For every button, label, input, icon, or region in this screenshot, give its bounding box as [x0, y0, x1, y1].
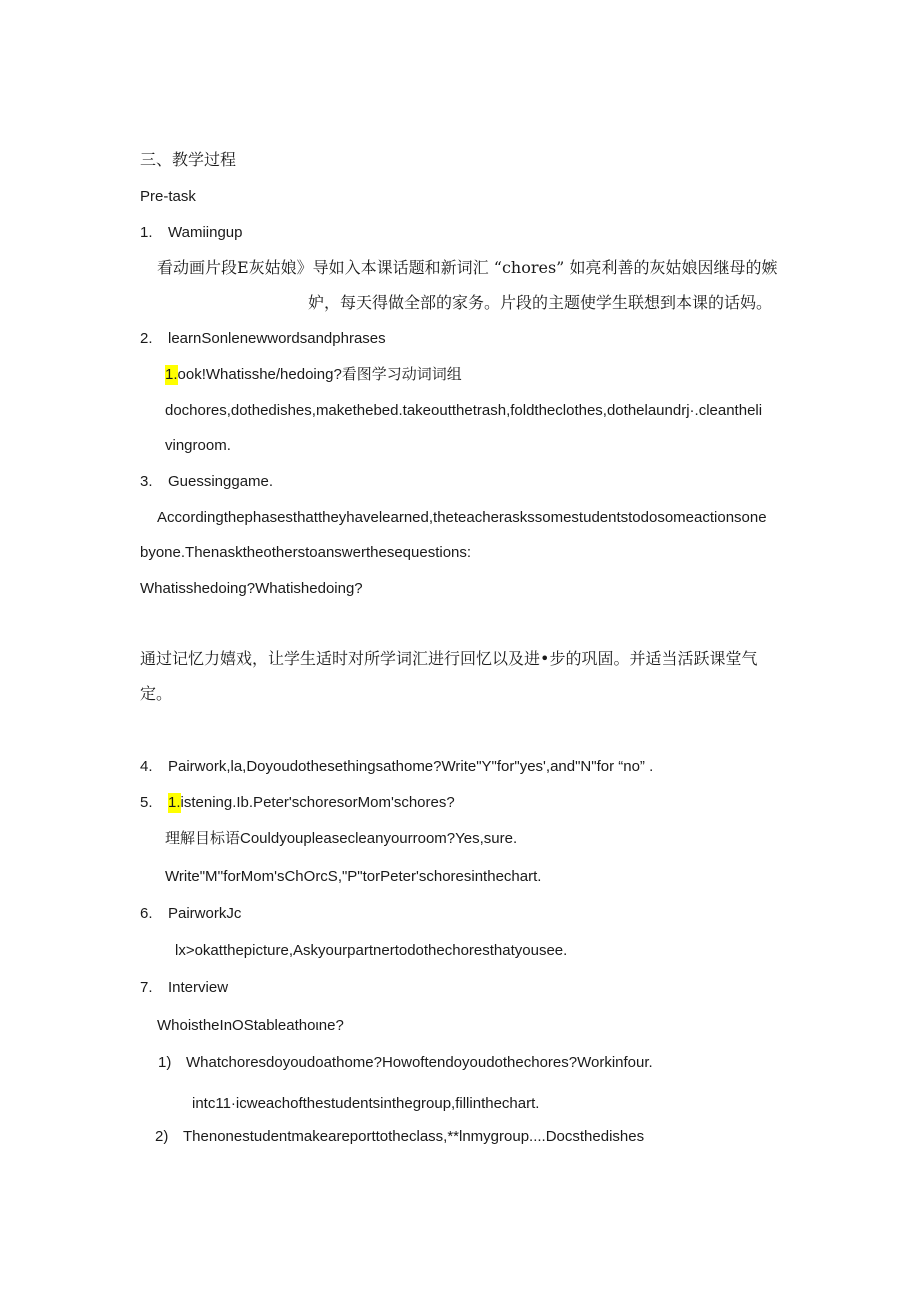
item-2-line-1 [165, 365, 462, 385]
item-7-line-1: WhoistheInOStableathoιne? [157, 1017, 344, 1034]
sub-item-1-number: 1) [158, 1054, 172, 1071]
item-5-line-2: Write"M''forMom'sChOrcS,"P"torPeter'schoresinthechart. [165, 868, 542, 885]
item-5-line-1: 理解目标语Couldyoupleasecleanyourroom?Yes,sure. [165, 830, 518, 847]
item-4-label: Pairwork,la,Doyoudothesethingsathome?Write"Y"for"yes',and"N"for “no” . [168, 758, 654, 775]
item-6-label: PairworkJc [168, 905, 242, 922]
item-5-number: 5. [140, 794, 153, 811]
item-2 [140, 329, 386, 349]
item-7-number: 7. [140, 979, 153, 996]
section-title: 三、教学过程 [140, 150, 237, 169]
sub-item-2-number: 2) [155, 1128, 169, 1145]
item-7-label: Interview [168, 979, 229, 996]
sub-item-2 [155, 1127, 644, 1147]
sub-item-1-line: intc11·icweachofthestudentsinthegroup,fillinthechart. [192, 1095, 540, 1112]
item-6-number: 6. [140, 905, 153, 922]
item-5-label: istening.Ib.Peter'schoresorMom'schores? [180, 794, 455, 811]
highlight-number: 1. [165, 366, 178, 383]
item-2-line-1-text: ook!Whatisshe/hedoing?看图学习动词词组 [177, 366, 462, 383]
cjk-paragraph-line-2: 定。 [140, 684, 173, 703]
item-3-number: 3. [140, 473, 153, 490]
item-3-line-1: Accordingthephasesthattheyhavelearned,theteacheraskssomestudentstodosomeactionsone [157, 509, 767, 526]
item-1-label: Wamiingup [168, 224, 243, 241]
pre-task-heading: Pre-task [140, 188, 196, 205]
item-1-desc-line-1: 看动画片段E灰姑娘》导如入本课话题和新词汇 “chores” 如亮利善的灰姑娘因继母的嫉 [157, 258, 778, 277]
item-7 [140, 978, 228, 998]
sub-item-2-label: Thenonestudentmakeareporttotheclass,**lnmygroup....Docsthedishes [183, 1128, 645, 1145]
item-1-desc-line-2: 妒，每天得做全部的家务。片段的主题使学生联想到本课的话妈。 [308, 293, 773, 312]
item-2-line-2: dochores,dothedishes,makethebed.takeoutthetrash,foldtheclothes,dothelaundrj·.cleantheli [165, 402, 763, 419]
item-1-number: 1. [140, 224, 153, 241]
item-2-line-3: vingroom. [165, 437, 231, 454]
cjk-paragraph-line-1: 通过记忆力嬉戏，让学生适时对所学词汇进行回忆以及进•步的巩固。并适当活跃课堂气 [140, 649, 758, 668]
item-4-number: 4. [140, 758, 153, 775]
item-6 [140, 904, 241, 924]
item-6-line-1: lx>okatthepicture,Askyourpartnertodothechoresthatyousee. [175, 942, 568, 959]
highlight-number: 1. [168, 794, 181, 811]
sub-item-1-label: Whatchoresdoyoudoathome?Howoftendoyoudothechores?Workinfour. [186, 1054, 653, 1071]
item-4 [140, 757, 653, 777]
item-2-label: learnSonlenewwordsandphrases [168, 330, 386, 347]
sub-item-1 [158, 1053, 653, 1073]
item-3-label: Guessinggame. [168, 473, 274, 490]
item-1 [140, 223, 242, 243]
item-2-number: 2. [140, 330, 153, 347]
item-3-line-2: byone.Thenasktheotherstoanswerthesequestions: [140, 544, 472, 561]
item-3 [140, 472, 273, 492]
item-3-line-3: Whatisshedoing?Whatishedoing? [140, 580, 363, 597]
item-5 [140, 793, 455, 813]
